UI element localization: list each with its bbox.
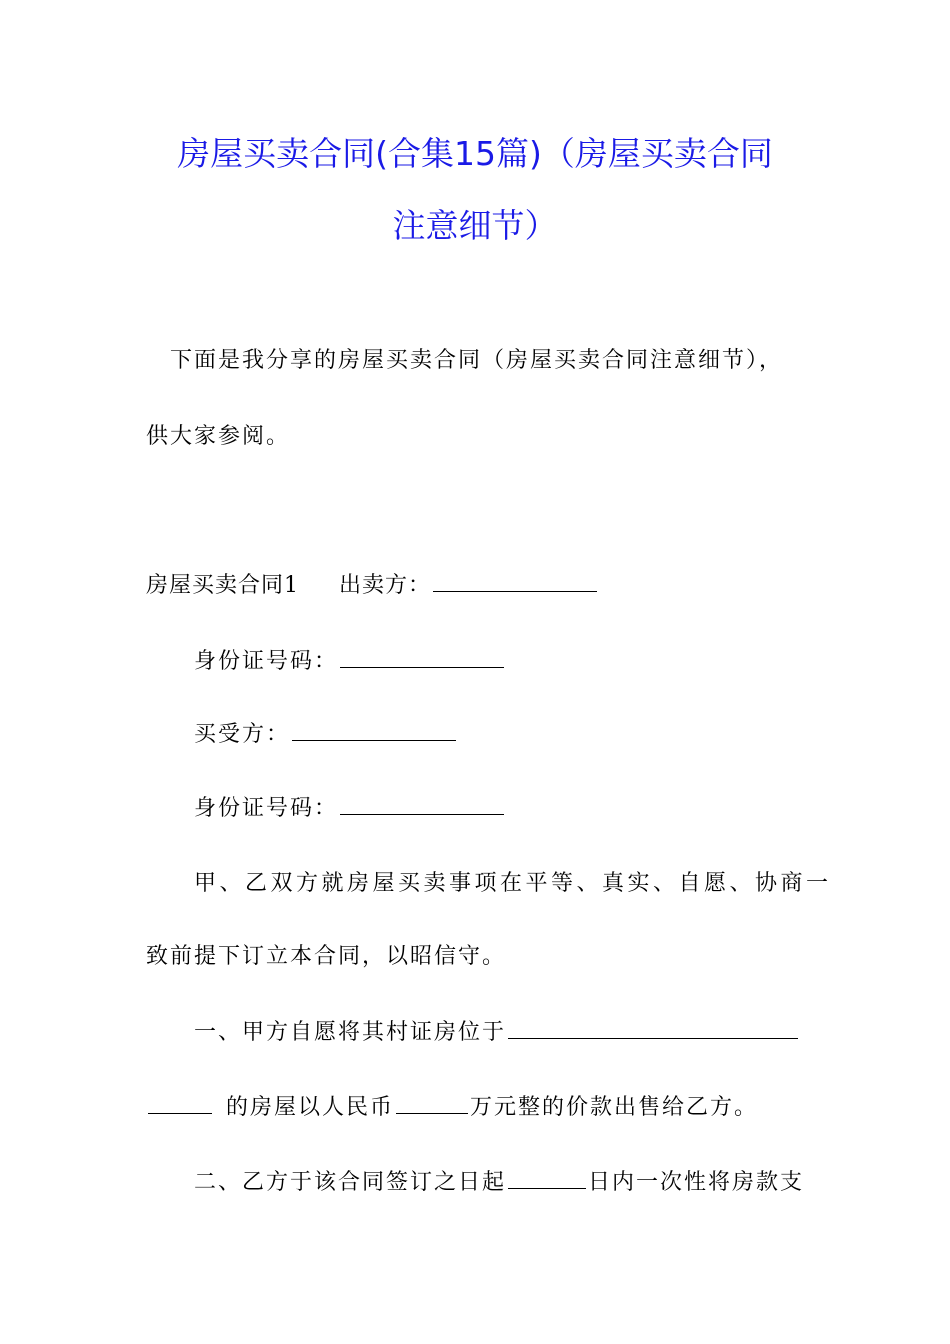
clause-1-line-1 — [194, 1016, 800, 1048]
preamble-line-2: 致前提下订立本合同，以昭信守。 — [146, 944, 507, 969]
clause-1-price-text: 的房屋以人民币 — [226, 1095, 395, 1120]
seller-id-label: 身份证号码： — [194, 649, 339, 674]
location-blank-cont — [148, 1091, 212, 1114]
seller-id-row — [194, 645, 506, 677]
seller-id-blank — [340, 645, 504, 668]
price-blank — [396, 1091, 468, 1114]
days-blank — [508, 1166, 586, 1189]
buyer-id-blank — [340, 792, 504, 815]
buyer-label: 买受方： — [194, 722, 291, 747]
clause-1-text: 一、甲方自愿将其村证房位于 — [194, 1020, 507, 1045]
buyer-id-label: 身份证号码： — [194, 796, 339, 821]
buyer-blank — [292, 718, 456, 741]
location-blank — [508, 1016, 798, 1039]
contract-heading: 房屋买卖合同1 — [146, 573, 299, 598]
buyer-row — [194, 718, 458, 750]
clause-2-line-1 — [194, 1166, 804, 1198]
intro-line-2: 供大家参阅。 — [146, 424, 291, 449]
clause-2-text: 二、乙方于该合同签订之日起 — [194, 1170, 507, 1195]
buyer-id-row — [194, 792, 506, 824]
document-title-line-1: 房屋买卖合同(合集15篇)（房屋买卖合同 — [177, 134, 773, 173]
seller-blank — [433, 569, 597, 592]
seller-label: 出卖方： — [339, 573, 432, 598]
clause-2-suffix: 日内一次性将房款支 — [588, 1170, 805, 1195]
clause-1-line-2 — [146, 1091, 758, 1123]
contract-heading-row — [146, 569, 599, 601]
preamble-line-1: 甲、乙双方就房屋买卖事项在平等、真实、自愿、协商一 — [194, 871, 832, 896]
clause-1-price-suffix: 万元整的价款出售给乙方。 — [470, 1095, 759, 1120]
intro-line-1: 下面是我分享的房屋买卖合同（房屋买卖合同注意细节）， — [170, 348, 784, 373]
document-title-line-2: 注意细节） — [392, 206, 558, 245]
